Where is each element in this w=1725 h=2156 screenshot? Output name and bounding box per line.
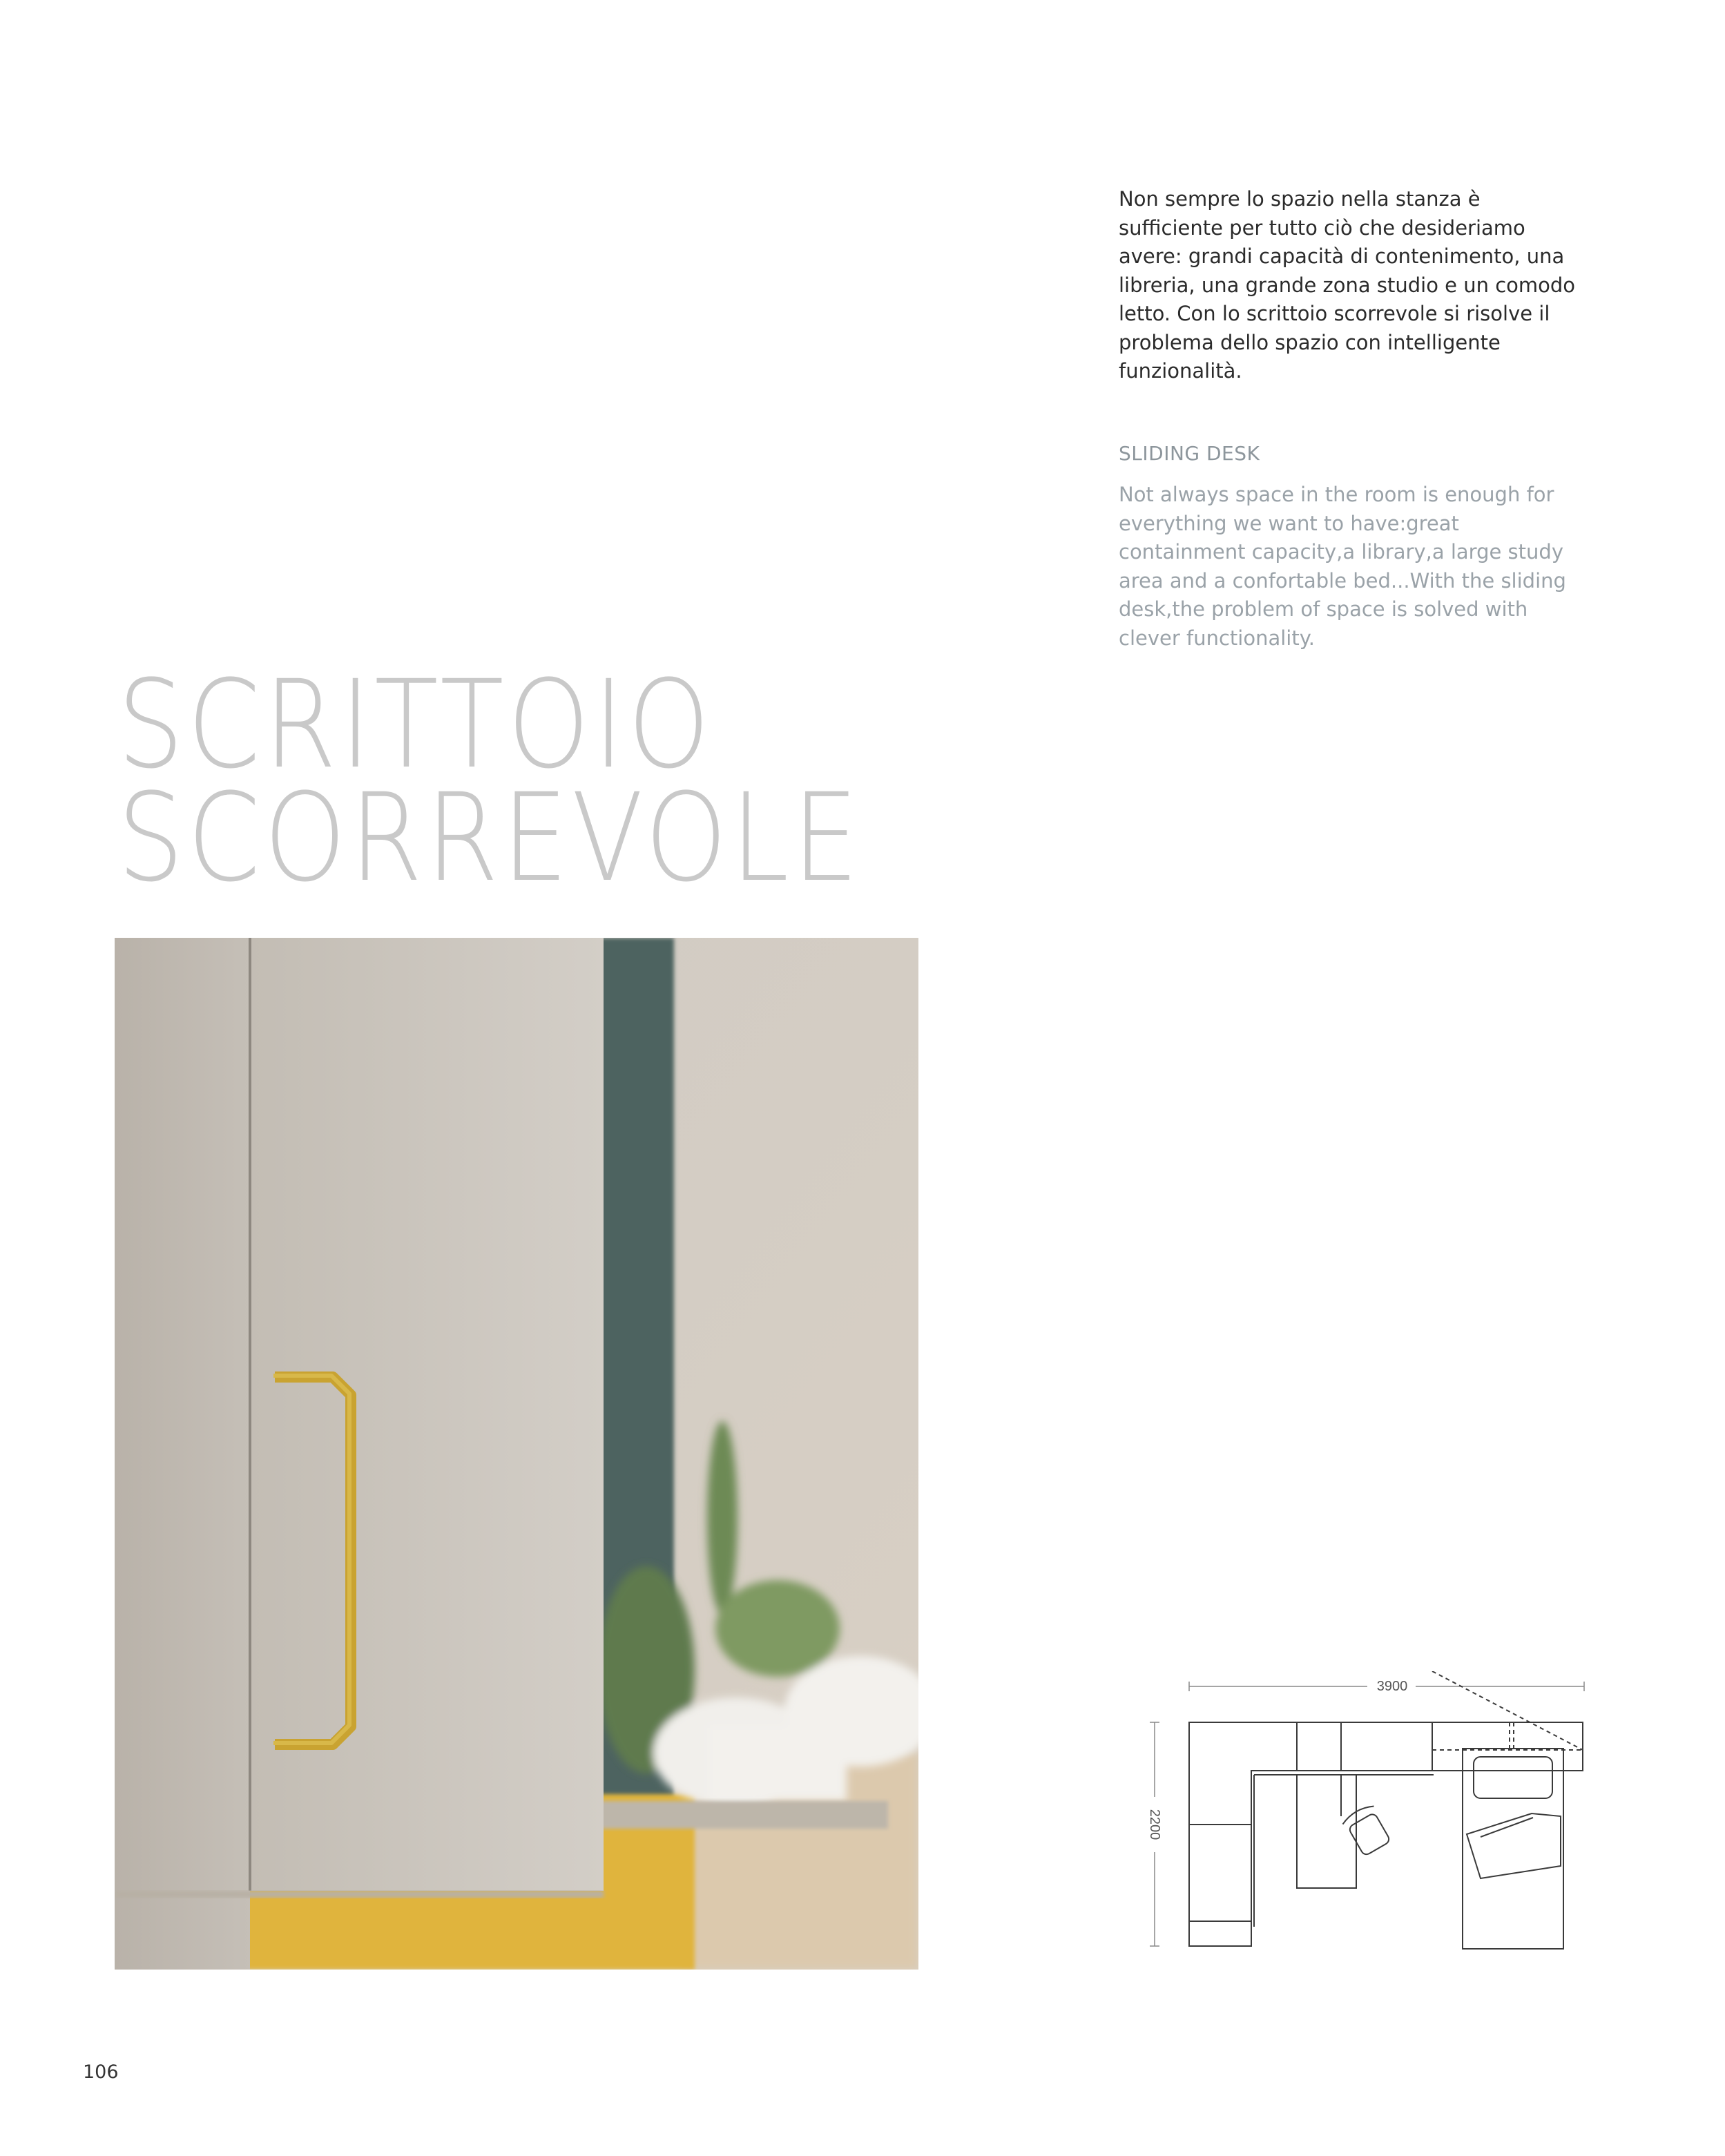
wardrobe-photo [115,938,918,1970]
floor-plan [1133,1671,1602,1961]
plan-depth-label: 2200 [1147,1809,1162,1840]
title-line-1: SCRITTOIO [117,654,714,796]
plan-width-label: 3900 [1376,1679,1408,1694]
page-number: 106 [83,2061,119,2083]
section-heading-english: SLIDING DESK [1119,442,1260,465]
title-line-2: SCORREVOLE [117,767,862,909]
description-italian: Non sempre lo spazio nella stanza è sufficiente per tutto ciò che desideriamo avere: grandi capacità di contenimento, una libreria, una grande zona studio e un comodo letto. Con lo scrittoio scorrevole si risolve il problema dello spazio con intelligente funzionalità. [1119,187,1576,383]
description-english: Not always space in the room is enough for everything we want to have:great containment capacity,a library,a large study area and a confortable bed...With the sliding desk,the problem of space is solved with clever functionality. [1119,483,1566,650]
page-title [117,654,862,909]
